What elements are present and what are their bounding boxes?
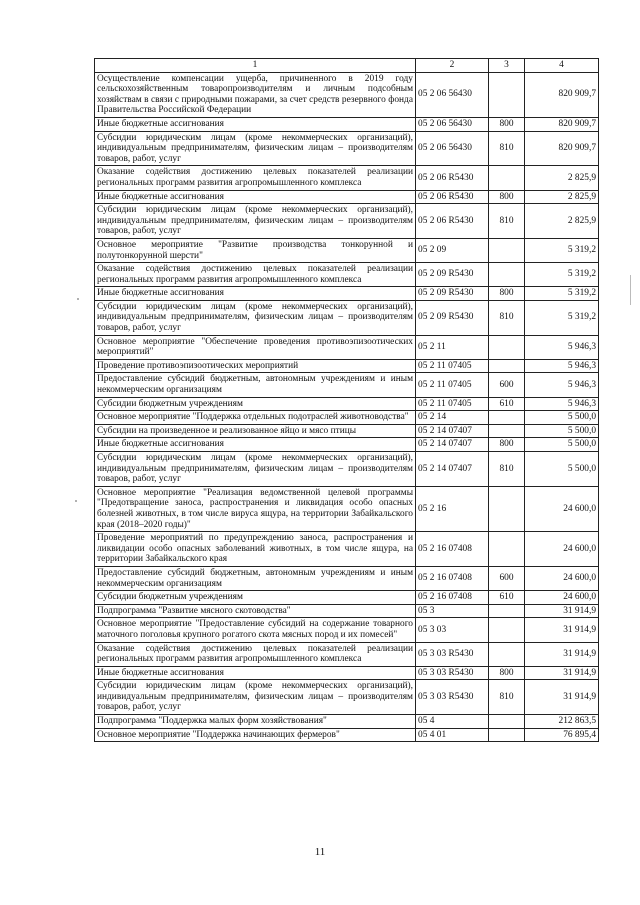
table-row (95, 666, 599, 680)
row-expense-type: 600 (489, 566, 525, 590)
row-amount: 31 914,9 (525, 604, 599, 618)
table-row (95, 680, 599, 715)
row-code: 05 2 16 07408 (416, 532, 489, 567)
table-row (95, 642, 599, 666)
table-row (95, 715, 599, 729)
row-expense-type (489, 728, 525, 742)
row-expense-type (489, 72, 525, 117)
budget-table (94, 58, 599, 742)
table-row (95, 204, 599, 239)
row-amount: 31 914,9 (525, 666, 599, 680)
row-description: Оказание содействия достижению целевых показателей реализации региональных программ развития агропромышленного комплекса (95, 166, 416, 190)
table-row (95, 486, 599, 531)
row-code: 05 2 06 56430 (416, 117, 489, 131)
row-amount: 5 946,3 (525, 397, 599, 411)
row-description: Иные бюджетные ассигнования (95, 117, 416, 131)
row-code: 05 2 11 07405 (416, 373, 489, 397)
row-code: 05 2 06 R5430 (416, 204, 489, 239)
row-code: 05 2 06 56430 (416, 131, 489, 166)
row-expense-type (489, 424, 525, 438)
row-description: Осуществление компенсации ущерба, причиненного в 2019 году сельскохозяйственным товаропроизводителям и личным подсобным хозяйствам в связи с природными пожарами, за счет средств резервного фонда Правительства Российской Федерации (95, 72, 416, 117)
scan-edge-mark (630, 275, 631, 305)
table-row (95, 604, 599, 618)
row-amount: 5 946,3 (525, 335, 599, 359)
row-code: 05 2 14 07407 (416, 424, 489, 438)
table-row (95, 373, 599, 397)
row-expense-type (489, 618, 525, 642)
table-row (95, 263, 599, 287)
row-description: Основное мероприятие "Развитие производства тонкорунной и полутонкорунной шерсти" (95, 238, 416, 262)
row-expense-type: 600 (489, 373, 525, 397)
row-description: Субсидии юридическим лицам (кроме некоммерческих организаций), индивидуальным предпринимателям, физическим лицам – производителям товаров, работ, услуг (95, 300, 416, 335)
row-expense-type (489, 166, 525, 190)
header-col-1: 1 (95, 59, 416, 73)
row-amount: 5 500,0 (525, 438, 599, 452)
row-description: Иные бюджетные ассигнования (95, 438, 416, 452)
row-description: Оказание содействия достижению целевых показателей реализации региональных программ развития агропромышленного комплекса (95, 263, 416, 287)
row-description: Субсидии бюджетным учреждениям (95, 591, 416, 605)
row-description: Субсидии юридическим лицам (кроме некоммерческих организаций), индивидуальным предпринимателям, физическим лицам – производителям товаров, работ, услуг (95, 452, 416, 487)
row-amount: 820 909,7 (525, 72, 599, 117)
table-row (95, 238, 599, 262)
table-row (95, 190, 599, 204)
scan-dot-mark (77, 298, 79, 300)
table-row (95, 438, 599, 452)
table-row (95, 359, 599, 373)
row-expense-type: 810 (489, 452, 525, 487)
row-code: 05 2 06 R5430 (416, 166, 489, 190)
row-code: 05 2 16 07408 (416, 566, 489, 590)
row-code: 05 2 09 R5430 (416, 300, 489, 335)
row-amount: 5 946,3 (525, 359, 599, 373)
row-description: Субсидии юридическим лицам (кроме некоммерческих организаций), индивидуальным предпринимателям, физическим лицам – производителям товаров, работ, услуг (95, 680, 416, 715)
row-amount: 820 909,7 (525, 117, 599, 131)
row-amount: 31 914,9 (525, 618, 599, 642)
row-amount: 212 863,5 (525, 715, 599, 729)
row-code: 05 3 03 R5430 (416, 666, 489, 680)
row-amount: 2 825,9 (525, 204, 599, 239)
table-row (95, 131, 599, 166)
row-amount: 5 319,2 (525, 287, 599, 301)
row-amount: 31 914,9 (525, 680, 599, 715)
table-row (95, 287, 599, 301)
row-expense-type: 800 (489, 666, 525, 680)
table-row (95, 166, 599, 190)
header-col-4: 4 (525, 59, 599, 73)
row-code: 05 2 14 07407 (416, 452, 489, 487)
row-code: 05 2 14 07407 (416, 438, 489, 452)
row-expense-type: 800 (489, 287, 525, 301)
row-code: 05 2 09 R5430 (416, 287, 489, 301)
row-amount: 2 825,9 (525, 166, 599, 190)
row-description: Основное мероприятие "Обеспечение проведения противоэпизоотических мероприятий" (95, 335, 416, 359)
row-code: 05 2 14 (416, 411, 489, 425)
row-description: Основное мероприятие "Поддержка отдельных подотраслей животноводства" (95, 411, 416, 425)
row-amount: 820 909,7 (525, 131, 599, 166)
row-expense-type: 800 (489, 117, 525, 131)
row-description: Основное мероприятие "Предоставление субсидий на содержание товарного маточного поголовья крупного рогатого скота мясных пород и их помесей" (95, 618, 416, 642)
table-row (95, 411, 599, 425)
row-code: 05 4 (416, 715, 489, 729)
row-expense-type (489, 263, 525, 287)
row-amount: 5 500,0 (525, 424, 599, 438)
row-code: 05 2 16 07408 (416, 591, 489, 605)
row-code: 05 3 (416, 604, 489, 618)
table-row (95, 397, 599, 411)
row-amount: 24 600,0 (525, 566, 599, 590)
table-row (95, 618, 599, 642)
row-amount: 5 500,0 (525, 452, 599, 487)
header-col-3: 3 (489, 59, 525, 73)
row-expense-type: 800 (489, 190, 525, 204)
table-row (95, 452, 599, 487)
row-code: 05 2 09 R5430 (416, 263, 489, 287)
row-amount: 5 319,2 (525, 300, 599, 335)
row-code: 05 2 06 56430 (416, 72, 489, 117)
row-description: Иные бюджетные ассигнования (95, 666, 416, 680)
row-description: Проведение противоэпизоотических мероприятий (95, 359, 416, 373)
row-amount: 5 319,2 (525, 238, 599, 262)
row-description: Оказание содействия достижению целевых показателей реализации региональных программ развития агропромышленного комплекса (95, 642, 416, 666)
table-row (95, 72, 599, 117)
row-description: Проведение мероприятий по предупреждению заноса, распространения и ликвидации особо опасных заболеваний животных, в том числе ящура, на территории Забайкальского края (95, 532, 416, 567)
row-description: Основное мероприятие "Реализация ведомственной целевой программы "Предотвращение заноса, распространения и ликвидация особо опасных болезней животных, в том числе вируса ящура, на территории Забайкальского края (2018–2020 годы)" (95, 486, 416, 531)
table-row (95, 591, 599, 605)
row-description: Иные бюджетные ассигнования (95, 190, 416, 204)
table-header-row (95, 59, 599, 73)
row-code: 05 3 03 (416, 618, 489, 642)
row-expense-type (489, 715, 525, 729)
row-description: Предоставление субсидий бюджетным, автономным учреждениям и иным некоммерческим организациям (95, 566, 416, 590)
row-expense-type (489, 642, 525, 666)
row-amount: 24 600,0 (525, 486, 599, 531)
row-expense-type: 610 (489, 397, 525, 411)
row-expense-type: 610 (489, 591, 525, 605)
row-code: 05 4 01 (416, 728, 489, 742)
row-expense-type (489, 604, 525, 618)
table-row (95, 728, 599, 742)
header-col-2: 2 (416, 59, 489, 73)
row-expense-type: 810 (489, 204, 525, 239)
row-code: 05 2 06 R5430 (416, 190, 489, 204)
row-amount: 2 825,9 (525, 190, 599, 204)
row-amount: 5 319,2 (525, 263, 599, 287)
scan-dot-mark (75, 500, 77, 502)
row-description: Основное мероприятие "Поддержка начинающих фермеров" (95, 728, 416, 742)
row-description: Подпрограмма "Поддержка малых форм хозяйствования" (95, 715, 416, 729)
row-description: Субсидии юридическим лицам (кроме некоммерческих организаций), индивидуальным предпринимателям, физическим лицам – производителям товаров, работ, услуг (95, 204, 416, 239)
row-expense-type: 800 (489, 438, 525, 452)
row-expense-type (489, 238, 525, 262)
row-description: Подпрограмма "Развитие мясного скотоводства" (95, 604, 416, 618)
row-description: Предоставление субсидий бюджетным, автономным учреждениям и иным некоммерческим организациям (95, 373, 416, 397)
row-amount: 5 500,0 (525, 411, 599, 425)
row-amount: 76 895,4 (525, 728, 599, 742)
row-expense-type (489, 359, 525, 373)
row-description: Иные бюджетные ассигнования (95, 287, 416, 301)
table-row (95, 335, 599, 359)
row-expense-type (489, 486, 525, 531)
table-row (95, 117, 599, 131)
row-code: 05 2 11 07405 (416, 397, 489, 411)
row-expense-type (489, 335, 525, 359)
row-description: Субсидии на произведенное и реализованное яйцо и мясо птицы (95, 424, 416, 438)
row-amount: 31 914,9 (525, 642, 599, 666)
page-number: 11 (314, 846, 326, 858)
budget-table-body (95, 59, 599, 742)
row-description: Субсидии бюджетным учреждениям (95, 397, 416, 411)
row-code: 05 2 11 (416, 335, 489, 359)
row-amount: 24 600,0 (525, 591, 599, 605)
row-expense-type: 810 (489, 680, 525, 715)
row-code: 05 3 03 R5430 (416, 680, 489, 715)
row-expense-type (489, 532, 525, 567)
row-expense-type: 810 (489, 300, 525, 335)
table-row (95, 300, 599, 335)
row-code: 05 2 09 (416, 238, 489, 262)
row-amount: 24 600,0 (525, 532, 599, 567)
row-code: 05 2 11 07405 (416, 359, 489, 373)
table-row (95, 532, 599, 567)
row-description: Субсидии юридическим лицам (кроме некоммерческих организаций), индивидуальным предпринимателям, физическим лицам – производителям товаров, работ, услуг (95, 131, 416, 166)
table-row (95, 566, 599, 590)
table-row (95, 424, 599, 438)
row-expense-type: 810 (489, 131, 525, 166)
row-code: 05 3 03 R5430 (416, 642, 489, 666)
row-amount: 5 946,3 (525, 373, 599, 397)
row-code: 05 2 16 (416, 486, 489, 531)
row-expense-type (489, 411, 525, 425)
